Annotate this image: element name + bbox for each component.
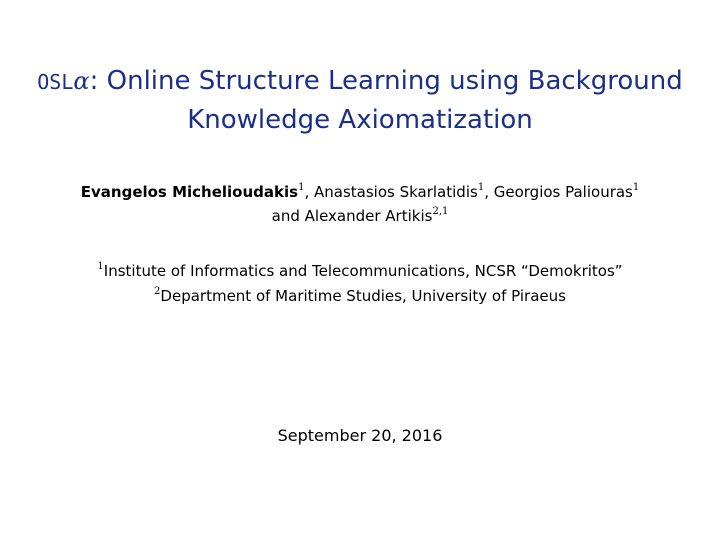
- title-line-2: Knowledge Axiomatization: [187, 105, 533, 135]
- author-name: Georgios Paliouras: [493, 183, 633, 201]
- presentation-date: September 20, 2016: [277, 426, 443, 445]
- slide-title: [0, 62, 720, 139]
- affiliation-item: [0, 259, 720, 284]
- author-list: [0, 180, 720, 228]
- author-name: Alexander Artikis: [304, 207, 433, 225]
- author-separator: ,: [304, 183, 314, 201]
- title-line-1-text: : Online Structure Learning using Background: [89, 66, 683, 96]
- affiliation-text: Department of Maritime Studies, University of Piraeus: [160, 287, 566, 305]
- affiliation-text: Institute of Informatics and Telecommunications, NCSR “Demokritos”: [103, 262, 623, 280]
- author-line-1: [0, 180, 720, 204]
- title-acronym: OSL: [37, 70, 74, 94]
- affiliation-mark: 1: [97, 261, 104, 272]
- title-line-1: [0, 62, 720, 101]
- title-alpha-symbol: α: [73, 67, 90, 95]
- author-affiliation-mark: 1: [298, 182, 305, 193]
- author-name-presenter: Evangelos Michelioudakis: [80, 183, 299, 201]
- author-line-2: [0, 204, 720, 228]
- author-conjunction: and: [271, 207, 305, 225]
- author-affiliation-mark: 2,1: [432, 206, 449, 217]
- affiliation-mark: 2: [154, 286, 161, 297]
- author-affiliation-mark: 1: [477, 182, 485, 193]
- author-name: Anastasios Skarlatidis: [314, 183, 478, 201]
- affiliation-list: [0, 259, 720, 309]
- affiliation-item: [0, 284, 720, 309]
- author-affiliation-mark: 1: [632, 182, 640, 193]
- author-separator: ,: [484, 183, 494, 201]
